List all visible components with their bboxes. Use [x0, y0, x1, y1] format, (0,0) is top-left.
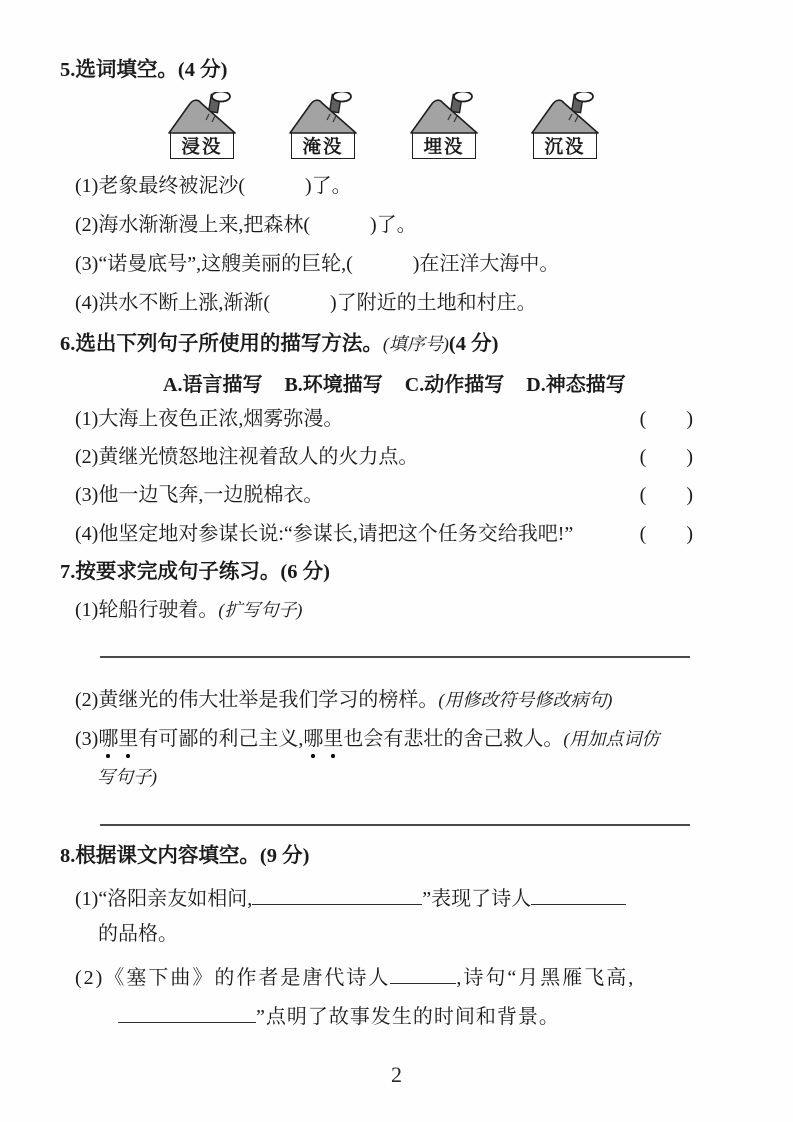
- word-cards: [166, 92, 601, 159]
- q5-heading: 5.选词填空。(4 分): [60, 59, 228, 81]
- q8-heading: 8.根据课文内容填空。(9 分): [60, 845, 310, 867]
- word-card: [529, 92, 601, 159]
- q7-item-text: (2)黄继光的伟大壮举是我们学习的榜样。: [75, 689, 439, 711]
- q6-heading: [60, 331, 713, 358]
- q6-options: [163, 368, 626, 397]
- q7-item-text: 也会有悲壮的舍己救人。: [343, 728, 564, 750]
- fill-blank: [118, 1000, 256, 1023]
- q7-item-note: (扩写句子): [218, 600, 303, 620]
- q6-item-text: (3)他一边飞奔,一边脱棉衣。: [75, 484, 324, 506]
- answer-parentheses: ( ): [639, 446, 693, 468]
- word-card: [166, 92, 238, 159]
- word-card: [287, 92, 359, 159]
- emphasized-word: 哪里: [98, 728, 139, 750]
- q7-item: [75, 726, 693, 752]
- fill-blank: [390, 961, 456, 984]
- fill-blank: [531, 882, 626, 905]
- answer-parentheses: ( ): [639, 523, 693, 545]
- q7-item: [75, 687, 693, 713]
- answer-line: [100, 656, 690, 658]
- q6-item: [75, 521, 693, 547]
- q8-item-text: (2)《塞下曲》的作者是唐代诗人: [75, 967, 391, 989]
- page-number: 2: [391, 1062, 402, 1087]
- answer-parentheses: ( ): [639, 484, 693, 506]
- q6-item: [75, 406, 693, 432]
- q7-item-note-continued: 写句子): [97, 767, 157, 787]
- q7-item-prefix: (3): [75, 728, 99, 750]
- q7-heading: 7.按要求完成句子练习。(6 分): [60, 561, 330, 583]
- q8-item-text: ”表现了诗人: [422, 888, 532, 910]
- sand-pile-shovel-icon: [166, 92, 238, 134]
- q5-item: (3)“诺曼底号”,这艘美丽的巨轮,( )在汪洋大海中。: [75, 253, 560, 275]
- emphasized-word: 哪里: [303, 728, 344, 750]
- sand-pile-shovel-icon: [408, 92, 480, 134]
- answer-line: [100, 824, 690, 826]
- q6-item: [75, 482, 693, 508]
- q6-item-text: (4)他坚定地对参谋长说:“参谋长,请把这个任务交给我吧!”: [75, 523, 574, 545]
- q6-option-b: B.环境描写: [284, 374, 383, 396]
- q6-heading-note: (填序号): [382, 334, 449, 354]
- q8-item-continued: [118, 1000, 693, 1030]
- q8-item: [75, 882, 693, 912]
- q6-item-text: (2)黄继光愤怒地注视着敌人的火力点。: [75, 446, 419, 468]
- q7-item-text: (1)轮船行驶着。: [75, 599, 219, 621]
- q7-item-text: 有可鄙的利己主义,: [138, 728, 304, 750]
- word-card: [408, 92, 480, 159]
- q5-item: (1)老象最终被泥沙( )了。: [75, 175, 352, 197]
- q6-option-c: C.动作描写: [404, 374, 505, 396]
- q6-item: [75, 444, 693, 470]
- q6-heading-score: (4 分): [448, 333, 499, 355]
- q8-item-text: ,诗句“月黑雁飞高,: [456, 967, 636, 989]
- q5-item: (2)海水渐渐漫上来,把森林( )了。: [75, 214, 417, 236]
- q7-item: [75, 597, 693, 623]
- word-card-label: 沉没: [533, 132, 597, 159]
- q5-item: (4)洪水不断上涨,渐渐( )了附近的土地和村庄。: [75, 292, 537, 314]
- q8-item-text: ”点明了故事发生的时间和背景。: [256, 1006, 560, 1028]
- word-card-label: 埋没: [412, 132, 476, 159]
- q6-option-a: A.语言描写: [163, 374, 263, 396]
- answer-parentheses: ( ): [639, 408, 693, 430]
- q6-heading-text: 6.选出下列句子所使用的描写方法。: [60, 333, 383, 355]
- word-card-label: 淹没: [291, 132, 355, 159]
- word-card-label: 浸没: [170, 132, 234, 159]
- q6-option-d: D.神态描写: [526, 374, 626, 396]
- sand-pile-shovel-icon: [529, 92, 601, 134]
- q7-item-note: (用修改符号修改病句): [438, 690, 613, 710]
- fill-blank: [252, 882, 422, 905]
- sand-pile-shovel-icon: [287, 92, 359, 134]
- q8-item-text: (1)“洛阳亲友如相问,: [75, 888, 253, 910]
- q8-item: [75, 961, 693, 991]
- q8-item-continued: 的品格。: [98, 923, 178, 945]
- q7-item-note: (用加点词仿: [563, 729, 660, 749]
- q6-item-text: (1)大海上夜色正浓,烟雾弥漫。: [75, 408, 344, 430]
